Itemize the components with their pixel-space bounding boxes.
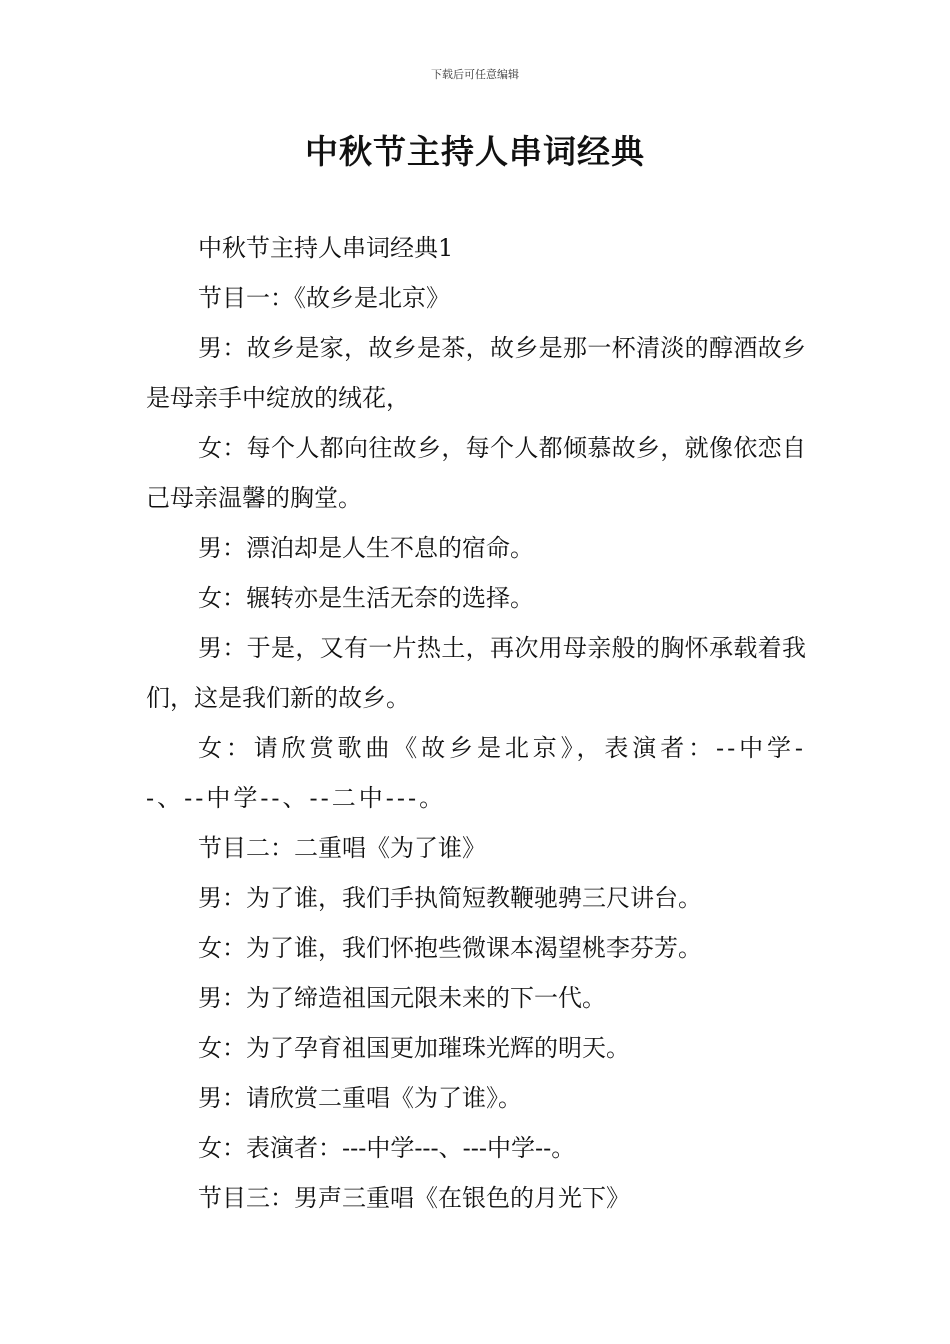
document-body [146, 223, 806, 1223]
paragraph-subtitle: 中秋节主持人串词经典1 [198, 234, 454, 262]
header-note: 下载后可任意编辑 [431, 68, 519, 81]
paragraph-dialogue: 女：辗转亦是生活无奈的选择。 [198, 584, 534, 612]
paragraph-dialogue: 女：每个人都向往故乡，每个人都倾慕故乡，就像依恋自己母亲温馨的胸堂。 [146, 434, 806, 512]
paragraph-dialogue: 男：漂泊却是人生不息的宿命。 [198, 534, 534, 562]
paragraph-program-1-heading: 节目一：《故乡是北京》 [198, 284, 450, 312]
document-title: 中秋节主持人串词经典 [305, 132, 645, 171]
paragraph-dialogue: 男：为了缔造祖国元限未来的下一代。 [198, 984, 606, 1012]
paragraph-dialogue: 男：故乡是家，故乡是茶，故乡是那一杯清淡的醇酒故乡是母亲手中绽放的绒花， [146, 334, 806, 412]
paragraph-dialogue: 女：请欣赏歌曲《故乡是北京》，表演者：--中学--、--中学--、--二中---。 [146, 734, 806, 812]
paragraph-program-3-heading: 节目三：男声三重唱《在银色的月光下》 [198, 1184, 630, 1212]
paragraph-program-2-heading: 节目二：二重唱《为了谁》 [198, 834, 486, 862]
paragraph-dialogue: 女：表演者：---中学---、---中学--。 [198, 1134, 576, 1162]
paragraph-dialogue: 女：为了谁，我们怀抱些微课本渴望桃李芬芳。 [198, 934, 702, 962]
paragraph-dialogue: 男：于是，又有一片热土，再次用母亲般的胸怀承载着我们，这是我们新的故乡。 [146, 634, 806, 712]
paragraph-dialogue: 男：为了谁，我们手执简短教鞭驰骋三尺讲台。 [198, 884, 702, 912]
paragraph-dialogue: 女：为了孕育祖国更加璀珠光辉的明天。 [198, 1034, 630, 1062]
paragraph-dialogue: 男：请欣赏二重唱《为了谁》。 [198, 1084, 522, 1112]
